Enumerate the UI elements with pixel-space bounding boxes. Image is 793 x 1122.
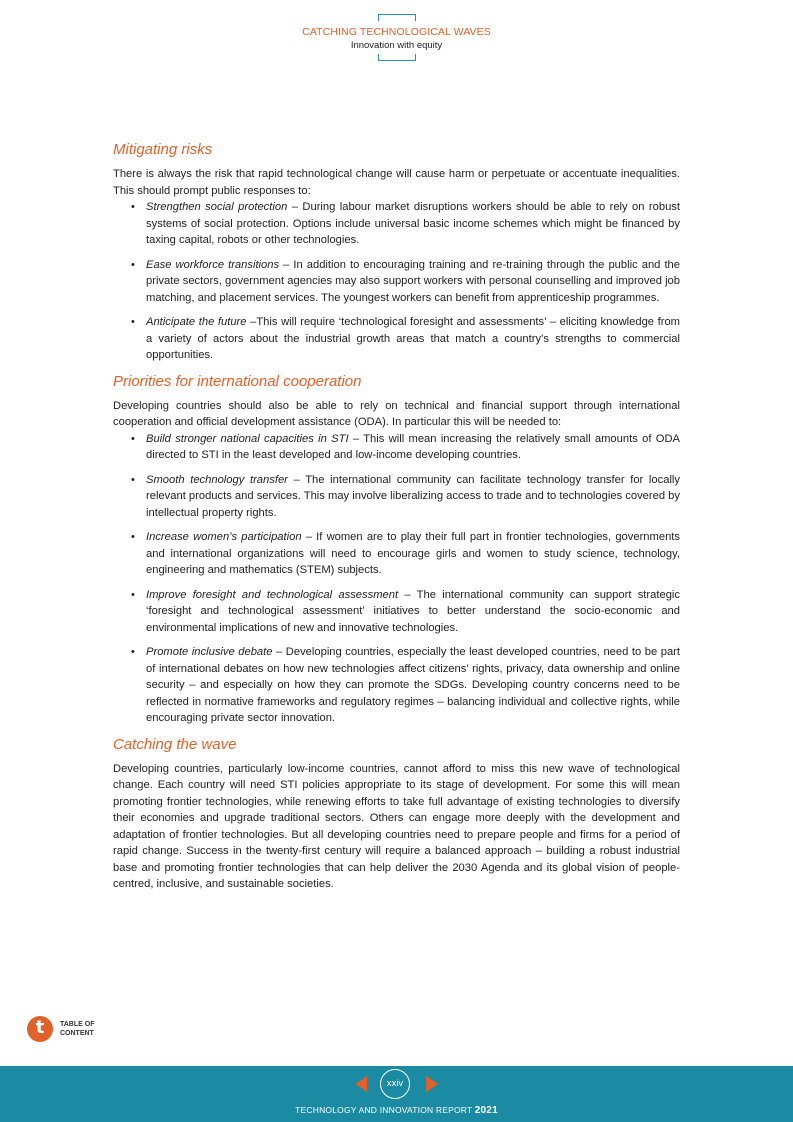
- toc-label-line2: CONTENT: [60, 1029, 94, 1037]
- section-heading-cooperation: Priorities for international cooperation: [113, 372, 362, 390]
- item-text: – If women are to play their full part in frontier technologies, governments and international organizations will need to encourage girls and women to study science, technology, engineering and mathematics (STEM) subjects.: [146, 531, 680, 576]
- item-text: – The international community can support strategic ‘foresight and technological assessment’ initiatives to better understand the socio-economic and environmental implications of new and innovative technologies.: [146, 588, 680, 634]
- main-content: [113, 140, 680, 893]
- report-name: TECHNOLOGY AND INNOVATION REPORT: [295, 1105, 473, 1115]
- item-title: Smooth technology transfer: [146, 473, 288, 486]
- toc-label: [60, 1021, 94, 1038]
- item-title: Promote inclusive debate: [146, 646, 273, 658]
- item-title: Improve foresight and technological assessment: [146, 588, 399, 601]
- list-item: [113, 472, 680, 522]
- toc-label-line1: TABLE OF: [60, 1021, 95, 1028]
- header-bracket-top: [378, 14, 416, 21]
- cooperation-intro: Developing countries should also be able to rely on technical and financial support through international cooperation and official development assistance (ODA). In particular this will be needed to:: [113, 399, 680, 428]
- list-item: [113, 199, 680, 249]
- list-item: [113, 314, 680, 364]
- item-title: Ease workforce transitions: [146, 258, 280, 271]
- list-item: [113, 587, 680, 637]
- wave-body: Developing countries, particularly low-income countries, cannot afford to miss this new wave of technological change. Each country will need STI policies appropriate to its stage of development. For some this will mean promoting frontier technologies, while renewing efforts to take full advantage of existing technologies to diversify their economies and upgrade traditional sectors. Others can engage more deeply with the development and adaptation of frontier technologies. But all developing countries need to prepare people and firms for a period of rapid change. Success in the twenty-first century will require a balanced approach – building a robust industrial base and promoting frontier technologies that can help deliver the 2030 Agenda and its global vision of people-centred, inclusive, and sustainable societies.: [113, 762, 680, 890]
- item-title: Build stronger national capacities in STI: [146, 432, 349, 445]
- header-title: CATCHING TECHNOLOGICAL WAVES: [302, 26, 491, 38]
- previous-page-arrow-icon[interactable]: [355, 1076, 367, 1092]
- section-heading-risks: Mitigating risks: [113, 141, 213, 158]
- item-title: Anticipate the future: [146, 316, 247, 328]
- cooperation-list: [113, 431, 680, 727]
- list-item: [113, 257, 680, 307]
- bullet-icon: •: [131, 316, 135, 328]
- item-text: – In addition to encouraging training and re-training through the public and the private sectors, government agencies may also support workers with personal counselling and improved job matching, and placement services. The youngest workers can benefit from apprenticeship programmes.: [146, 258, 680, 304]
- item-text: – This will mean increasing the relatively small amounts of ODA directed to STI in the least developed and low-income developing countries.: [146, 432, 680, 461]
- header-subtitle: Innovation with equity: [350, 40, 443, 51]
- item-text: –This will require ‘technological foresight and assessments’ – eliciting knowledge from a variety of actors about the industrial growth areas that match a country’s strengths to commercial opportunities.: [146, 316, 681, 361]
- next-page-arrow-icon[interactable]: [426, 1076, 438, 1092]
- list-item: [113, 529, 680, 579]
- report-year: 2021: [474, 1105, 498, 1116]
- bullet-icon: •: [131, 201, 135, 213]
- list-item: [113, 431, 680, 464]
- toc-icon: t: [27, 1016, 53, 1042]
- bullet-icon: •: [131, 258, 135, 271]
- list-item: [113, 644, 680, 727]
- item-text: – Developing countries, especially the least developed countries, need to be part of international debates on how new technologies affect citizens’ rights, privacy, data ownership and online security – and especially on how they can promote the SDGs. Developing country concerns need to be reflected in normative frameworks and regulatory regimes – balancing individual and collective rights, while encouraging private sector innovation.: [146, 646, 680, 724]
- risks-intro: There is always the risk that rapid technological change will cause harm or perpetuate or accentuate inequalities. This should prompt public responses to:: [113, 168, 680, 197]
- footer-report-name: [0, 1105, 793, 1116]
- header-bracket-bottom: [378, 54, 416, 61]
- bullet-icon: •: [131, 646, 135, 658]
- bullet-icon: •: [131, 531, 135, 543]
- bullet-icon: •: [131, 432, 135, 445]
- item-text: – The international community can facilitate technology transfer for locally relevant products and services. This may involve liberalizing access to trade and to technologies covered by intellectual property rights.: [146, 473, 681, 519]
- item-text: – During labour market disruptions workers should be able to rely on robust systems of social protection. Options include universal basic income schemes which might be financed by taxing capital, robots or other technologies.: [146, 201, 680, 246]
- table-of-content-link[interactable]: [27, 1016, 117, 1042]
- page-number: xxiv: [380, 1069, 410, 1099]
- page-footer: [0, 1066, 793, 1122]
- risks-list: [113, 199, 680, 364]
- bullet-icon: •: [131, 588, 135, 601]
- item-title: Strengthen social protection: [146, 201, 288, 213]
- section-heading-wave: Catching the wave: [113, 735, 237, 753]
- page-header: [0, 12, 793, 64]
- item-title: Increase women’s participation: [146, 531, 302, 543]
- bullet-icon: •: [131, 473, 135, 486]
